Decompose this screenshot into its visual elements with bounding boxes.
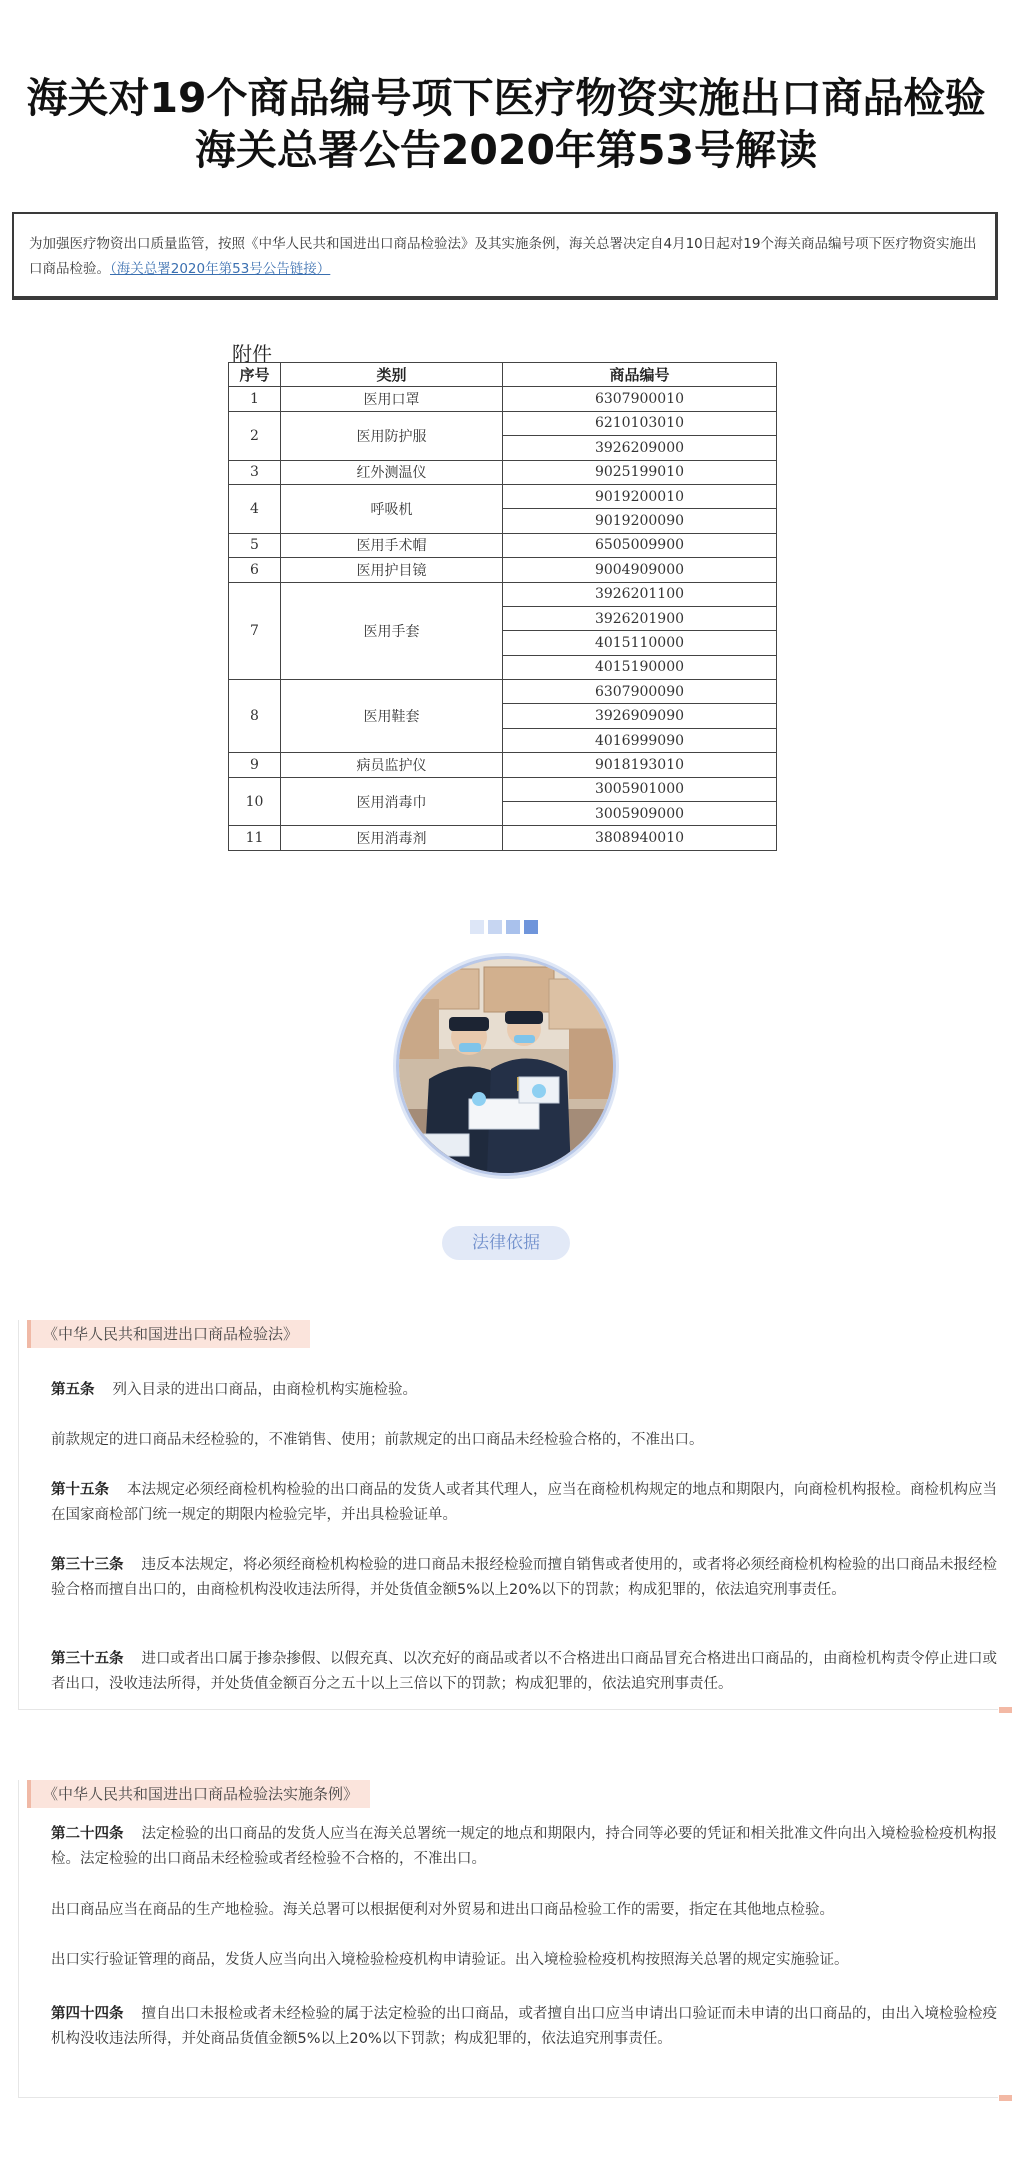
dot-2 [488,920,502,934]
table-header-row [229,363,777,387]
cell-category: 医用手术帽 [281,533,503,557]
cell-category: 医用护目镜 [281,558,503,582]
cell-no: 7 [229,582,281,680]
attachment-label: 附件 [232,342,272,366]
cell-code: 6505009900 [503,533,777,557]
cell-no: 8 [229,680,281,753]
cell-no: 6 [229,558,281,582]
cell-no: 3 [229,460,281,484]
cell-category: 病员监护仪 [281,753,503,777]
cell-no: 10 [229,777,281,826]
law1-section [18,1320,998,1710]
customs-officers-photo [396,956,616,1176]
law2-para-3 [51,1948,1006,1973]
law1-text-2: 前款规定的进口商品未经检验的，不准销售、使用；前款规定的出口商品未经检验合格的，不准出口。 [51,1432,704,1448]
table-row [229,826,777,851]
intro-text: 为加强医疗物资出口质量监管，按照《中华人民共和国进出口商品检验法》及其实施条例，海关总署决定自4月10日起对19个海关商品编号项下医疗物资实施出口商品检验。 [29,236,977,277]
law1-para-4 [51,1553,1006,1603]
cell-no: 1 [229,387,281,411]
law1-article-5: 第三十五条 [51,1651,124,1667]
law2-text-1: 法定检验的出口商品的发货人应当在海关总署统一规定的地点和期限内，持合同等必要的凭证和相关批准文件向出入境检验检疫机构报检。法定检验的出口商品未经检验或者经检验不合格的，不准出口。 [51,1826,997,1867]
law1-article-3: 第十五条 [51,1482,109,1498]
law1-text-4: 违反本法规定，将必须经商检机构检验的进口商品未报经检验而擅自销售或者使用的，或者将必须经商检机构检验的出口商品未报经检验合格而擅自出口的，由商检机构没收违法所得，并处货值金额5%以上20%以下的罚款；构成犯罪的，依法追究刑事责任。 [51,1557,997,1598]
law2-para-1 [51,1822,1006,1872]
table-body [229,387,777,851]
table-row [229,387,777,411]
page-title-line1: 海关对19个商品编号项下医疗物资实施出口商品检验 [26,74,986,122]
dot-3 [506,920,520,934]
cell-code: 3005901000 [503,777,777,801]
cell-code: 3926909090 [503,704,777,728]
dot-4 [524,920,538,934]
table-row [229,411,777,435]
law2-corner-mark [999,2095,1012,2101]
cell-code: 9025199010 [503,460,777,484]
law1-article-4: 第三十三条 [51,1557,124,1573]
cell-category: 呼吸机 [281,484,503,533]
table-row [229,460,777,484]
cell-code: 6210103010 [503,411,777,435]
law1-corner-mark [999,1707,1012,1713]
cell-no: 2 [229,411,281,460]
cell-code: 4016999090 [503,728,777,752]
cell-code: 9019200090 [503,509,777,533]
table-row [229,777,777,801]
cell-category: 红外测温仪 [281,460,503,484]
table-row [229,484,777,508]
legal-basis-badge: 法律依据 [442,1226,570,1260]
intro-box [12,212,998,300]
cell-code: 3808940010 [503,826,777,851]
dot-1 [470,920,484,934]
law1-text-1: 列入目录的进出口商品，由商检机构实施检验。 [112,1382,417,1398]
cell-code: 9004909000 [503,558,777,582]
cell-no: 4 [229,484,281,533]
cell-code: 9018193010 [503,753,777,777]
law1-para-1 [51,1378,1006,1403]
header-no: 序号 [229,363,281,387]
page-title-line2: 海关总署公告2020年第53号解读 [194,126,818,174]
law1-para-3 [51,1478,1006,1528]
cell-code: 3926201900 [503,606,777,630]
law2-para-4 [51,2002,1006,2052]
table-row [229,533,777,557]
header-code: 商品编号 [503,363,777,387]
law1-text-3: 本法规定必须经商检机构检验的出口商品的发货人或者其代理人，应当在商检机构规定的地点和期限内，向商检机构报检。商检机构应当在国家商检部门统一规定的期限内检验完毕，并出具检验证单。 [51,1482,997,1523]
law2-para-2 [51,1898,1006,1923]
law2-article-4: 第四十四条 [51,2006,124,2022]
cell-code: 4015190000 [503,655,777,679]
cell-code: 4015110000 [503,631,777,655]
table-row [229,753,777,777]
law2-section [18,1780,998,2098]
law1-para-2 [51,1428,1006,1453]
law1-article-1: 第五条 [51,1382,95,1398]
cell-code: 3926209000 [503,436,777,460]
cell-code: 6307900090 [503,680,777,704]
law1-text-5: 进口或者出口属于掺杂掺假、以假充真、以次充好的商品或者以不合格进出口商品冒充合格进出口商品的，由商检机构责令停止进口或者出口，没收违法所得，并处货值金额百分之五十以上三倍以下的罚款；构成犯罪的，依法追究刑事责任。 [51,1651,997,1692]
table-row [229,680,777,704]
header-category: 类别 [281,363,503,387]
cell-code: 9019200010 [503,484,777,508]
cell-no: 11 [229,826,281,851]
cell-category: 医用口罩 [281,387,503,411]
table-row [229,558,777,582]
law2-text-4: 擅自出口未报检或者未经检验的属于法定检验的出口商品，或者擅自出口应当申请出口验证而未申请的出口商品的，由出入境检验检疫机构没收违法所得，并处商品货值金额5%以上20%以下罚款；构成犯罪的，依法追究刑事责任。 [51,2006,997,2047]
cell-category: 医用消毒剂 [281,826,503,851]
cell-category: 医用消毒巾 [281,777,503,826]
cell-code: 3926201100 [503,582,777,606]
cell-category: 医用鞋套 [281,680,503,753]
law1-para-5 [51,1647,1006,1697]
cell-code: 6307900010 [503,387,777,411]
attachment-table [228,362,777,851]
cell-code: 3005909000 [503,802,777,826]
cell-no: 5 [229,533,281,557]
cell-category: 医用手套 [281,582,503,680]
law2-article-1: 第二十四条 [51,1826,124,1842]
cell-no: 9 [229,753,281,777]
announcement-link[interactable]: （海关总署2020年第53号公告链接） [110,261,331,277]
law2-tag: 《中华人民共和国进出口商品检验法实施条例》 [27,1780,370,1808]
cell-category: 医用防护服 [281,411,503,460]
law2-text-2: 出口商品应当在商品的生产地检验。海关总署可以根据便利对外贸易和进出口商品检验工作的需要，指定在其他地点检验。 [51,1902,834,1918]
law1-tag: 《中华人民共和国进出口商品检验法》 [27,1320,310,1348]
law2-text-3: 出口实行验证管理的商品，发货人应当向出入境检验检疫机构申请验证。出入境检验检疫机构按照海关总署的规定实施验证。 [51,1952,849,1968]
table-row [229,582,777,606]
